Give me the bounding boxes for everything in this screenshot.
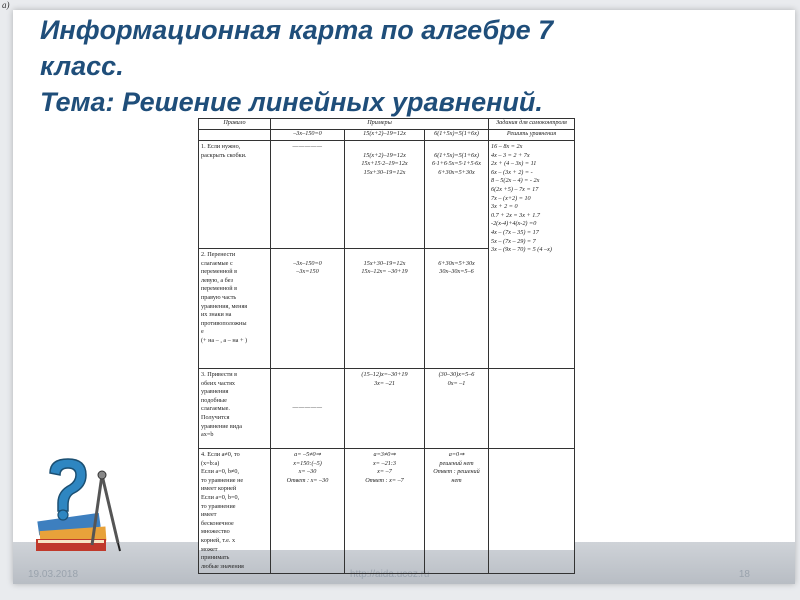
row2-ex1 — [271, 249, 345, 369]
task-item: 5х – (7х – 29) = 7 — [491, 237, 536, 245]
row4-rule-line: имеет — [201, 511, 217, 519]
question-mark-books-compass-icon — [30, 455, 125, 555]
row4-ex2-line: х= –21:3 — [373, 459, 396, 467]
subheader-tasks: Решить уравнения — [489, 130, 575, 141]
task-item: 8 – 5(2х – 4) = - 2х — [491, 177, 540, 185]
row3-tasks-empty — [489, 369, 575, 449]
row3-ex2-line: (15–12)х=–30+19 — [361, 371, 408, 378]
row2-rule-line: правую часть — [201, 293, 237, 301]
row2-ex1-line: –3х–150=0 — [293, 259, 322, 267]
row2-ex1-line: –3х=150 — [296, 268, 319, 276]
row3-rule-line: обеих частях — [201, 379, 236, 387]
row2-rule-line: их знаки на — [201, 311, 232, 319]
row4-rule-line: может — [201, 545, 218, 553]
row4-ex1-line: а= –5≠0⇒ — [294, 451, 321, 458]
task-item: 6х – (3х + 2) = - — [491, 168, 533, 176]
row3-rule — [199, 369, 271, 449]
subheader-ex1: –3х–150=0 — [271, 130, 345, 141]
row3-ex3-line: (30–30)х=5–6 — [438, 371, 475, 378]
row4-ex3-line: нет — [451, 476, 462, 484]
row3-ex3 — [425, 369, 489, 449]
row1-ex3-line: 6+30х=5+30х — [438, 168, 475, 176]
row4-rule-line: имеет корней — [201, 485, 237, 493]
task-item: 7х – (х+2) = 10 — [491, 194, 531, 202]
row4-rule-line: Если а=0, b=0, — [201, 493, 240, 501]
subheader-ex3: 6(1+5х)=5(1+6х) — [425, 130, 489, 141]
row1-ex3 — [425, 141, 489, 249]
row4-ex3-line: а=0⇒ — [448, 451, 465, 458]
row2-ex2 — [345, 249, 425, 369]
row1-ex1 — [271, 141, 345, 249]
title-line-2: класс. — [40, 51, 124, 81]
row3-rule-line: уравнение вида — [201, 422, 242, 430]
row3-rule-line: уравнения — [201, 388, 229, 396]
row2-rule — [199, 249, 271, 369]
task-item: 4х – 3 = 2 + 7х — [491, 151, 530, 159]
row4-ex2 — [345, 449, 425, 574]
row4-ex3-line: решений нет — [439, 459, 474, 467]
table-row — [199, 449, 575, 574]
row2-ex3-line: 30х–30х=5–6 — [439, 268, 474, 276]
row3-ex1-dash: ————— — [292, 404, 323, 412]
row4-rule-line: множество — [201, 528, 230, 536]
table-row — [199, 141, 575, 249]
task-item: -2(х-4)+4(х-2) =0 — [491, 220, 537, 228]
row4-ex3-line: Ответ : решений — [433, 468, 480, 476]
row2-rule-line: 2. Перенести — [201, 251, 236, 258]
title-line-1: Информационная карта по алгебре 7 — [40, 15, 554, 45]
row1-ex2-line: 15х+30–19=12х — [363, 168, 406, 176]
task-item: 6(2х +5) – 7х = 17 — [491, 185, 539, 193]
row1-ex2 — [345, 141, 425, 249]
row3-rule-line: слагаемые. — [201, 405, 230, 413]
row4-rule-line: принимать — [201, 554, 230, 562]
row4-tasks-empty — [489, 449, 575, 574]
header-rule: Правило — [199, 119, 271, 130]
row3-rule-line: ах=b — [201, 431, 214, 439]
row4-ex1 — [271, 449, 345, 574]
row2-ex3-line: 6+30х=5+30х — [438, 259, 475, 267]
row2-rule-line: е — [201, 328, 204, 336]
row4-rule-line: бесконечное — [201, 519, 234, 527]
row2-rule-line: переменной в — [201, 268, 238, 276]
row1-ex3-line: 6(1+5х)=5(1+6х) — [434, 151, 479, 159]
row3-ex3-line: 0х= –1 — [447, 379, 466, 387]
task-item: 16 – 8х = 2х — [491, 143, 523, 150]
row3-ex1 — [271, 369, 345, 449]
row3-ex2-line: 3х= –21 — [374, 379, 395, 387]
table-row — [199, 369, 575, 449]
row4-rule-line: то уравнение не — [201, 476, 244, 484]
header-examples: Примеры — [271, 119, 489, 130]
row1-ex3-line: 6·1+6·5х=5·1+5·6х — [432, 160, 481, 168]
row2-rule-line: переменной в — [201, 285, 238, 293]
row2-ex3 — [425, 249, 489, 369]
row4-ex2-line: Ответ : х= –7 — [365, 476, 404, 484]
info-table-wrapper — [198, 118, 574, 570]
row2-rule-line: слагаемые с — [201, 259, 233, 267]
row1-rule-line: раскрыть скобки. — [201, 151, 247, 159]
row2-ex2-line: 15х+30–19=12х — [363, 259, 406, 267]
footer-date: 19.03.2018 — [28, 569, 79, 580]
subheader-empty — [199, 130, 271, 141]
header-tasks: Задания для самоконтроля — [489, 119, 575, 130]
table-header-row — [199, 119, 575, 130]
row2-rule-line: левую, а без — [201, 276, 233, 284]
row3-rule-line: 3. Привести в — [201, 371, 238, 378]
footer-url[interactable]: http://aida.ucoz.ru — [350, 569, 430, 580]
row2-rule-line: противоположны — [201, 319, 247, 327]
task-item: 2х + (4 – 3х) = 11 — [491, 160, 537, 168]
corner-mark: а) — [2, 0, 10, 10]
row4-rule-line: (х=b:a) — [201, 459, 220, 467]
row4-ex3 — [425, 449, 489, 574]
tasks-cell — [489, 141, 575, 369]
row4-ex1-line: Ответ : х= –30 — [286, 476, 329, 484]
row3-rule-line: Получится — [201, 413, 230, 421]
row2-ex2-line: 15х–12х= –30+19 — [361, 268, 408, 276]
row4-rule-line: 4. Если а≠0, то — [201, 451, 240, 458]
title-line-3: Тема: Решение линейных уравнений. — [40, 87, 543, 117]
task-item: 0.7 + 2х = 3х + 1.7 — [491, 211, 540, 219]
task-item: 4х – (7х – 35) = 17 — [491, 228, 539, 236]
row4-rule-line: любые значения — [201, 562, 244, 570]
row4-rule-line: корней, т.е. х — [201, 536, 236, 544]
row1-ex2-line: 15(х+2)–19=12х — [363, 151, 406, 159]
task-item: 3х + 2 = 0 — [491, 203, 518, 211]
info-table — [198, 118, 575, 574]
row4-ex2-line: х= –7 — [377, 468, 392, 476]
footer-page-number: 18 — [738, 569, 750, 580]
row1-ex1-dash: ————— — [292, 143, 323, 150]
row4-rule — [199, 449, 271, 574]
slide-title — [40, 12, 780, 84]
row4-ex1-line: х= –30 — [298, 468, 317, 476]
row2-rule-line: (+ на – , а – на + ) — [201, 336, 248, 344]
row2-rule-line: уравнения, меняя — [201, 302, 248, 310]
row3-rule-line: подобные — [201, 396, 227, 404]
row4-rule-line: то уравнение — [201, 502, 236, 510]
table-subheader-row — [199, 130, 575, 141]
subheader-ex2: 15(х+2)–19=12х — [345, 130, 425, 141]
row1-ex2-line: 15х+15·2–19=12х — [361, 160, 408, 168]
task-item: 3х – (9х – 70) = 5 (4 –х) — [491, 246, 552, 254]
row4-ex1-line: х=150:(–5) — [293, 459, 322, 467]
row4-ex2-line: а=3≠0⇒ — [373, 451, 396, 458]
row1-rule-line: 1. Если нужно, — [201, 143, 241, 150]
row3-ex2 — [345, 369, 425, 449]
row1-rule — [199, 141, 271, 249]
row4-rule-line: Если а=0, b≠0, — [201, 468, 240, 476]
